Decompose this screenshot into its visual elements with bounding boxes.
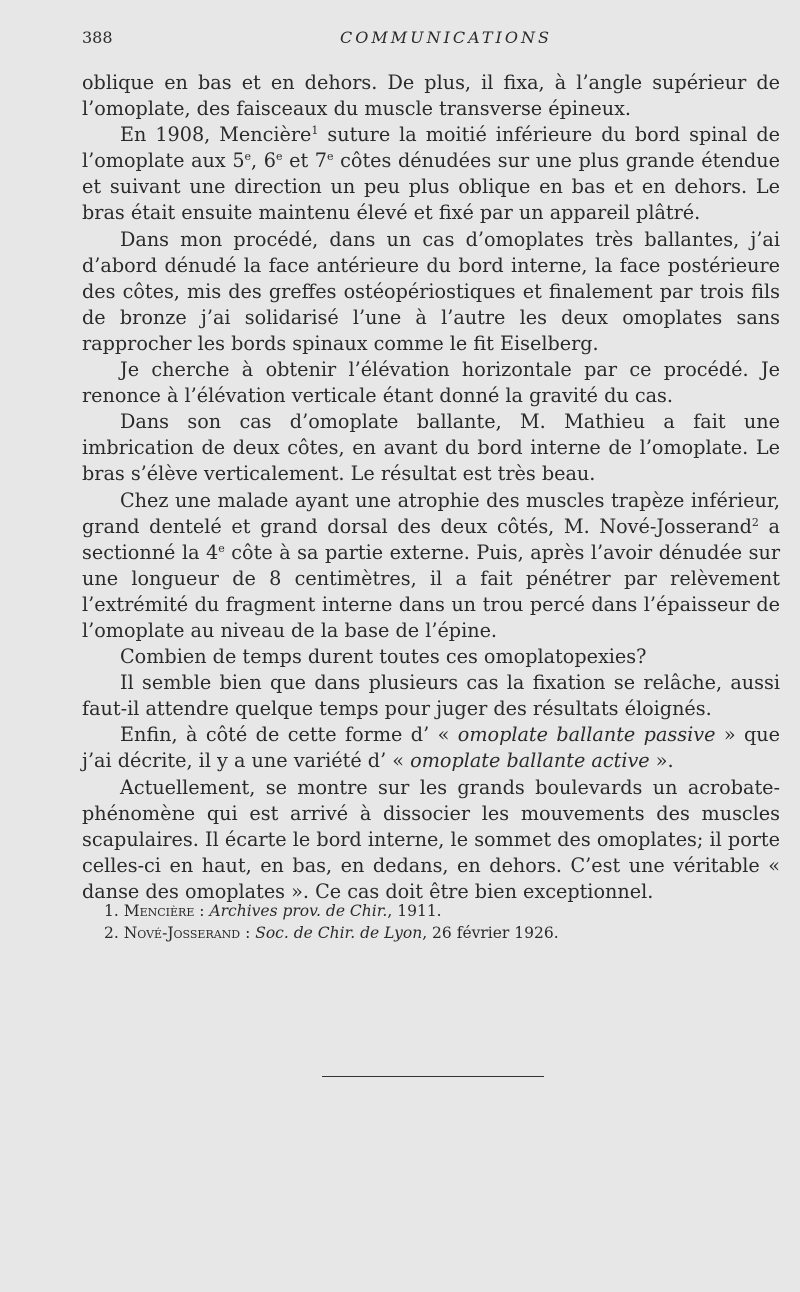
- body-text: [82, 70, 780, 905]
- text-run: Chez une malade ayant une atrophie des muscles trapèze inférieur, grand dentelé et grand dorsal des deux côtés, M. Nové-Josserand: [82, 488, 780, 538]
- text-run: Actuellement, se montre sur les grands boulevards un acrobate-phénomène qui est arrivé à dissocier les mouvements des muscles scapulaires. Il écarte le bord interne, le sommet des omoplates; il porte celles-ci en haut, en bas, en dedans, en dehors. C’est une véritable « danse des omoplates ». Ce cas doit être bien exceptionnel.: [82, 775, 780, 903]
- text-run: :: [194, 902, 210, 920]
- superscript: e: [218, 541, 225, 555]
- text-run: a sectionné la 4: [82, 514, 780, 564]
- text-run: ».: [649, 749, 674, 773]
- text-run: , 1911.: [387, 902, 442, 920]
- text-run: :: [240, 924, 256, 942]
- italic-text: omoplate ballante passive: [457, 723, 716, 747]
- author-name: Nové-Josserand: [123, 924, 241, 942]
- text-run: Dans mon procédé, dans un cas d’omoplates très ballantes, j’ai d’abord dénudé la face antérieure du bord interne, la face postérieure des côtes, mis des greffes ostéopériostiques et finalement par trois fils de bronze j’ai solidarisé l’une à l’autre les deux omoplates sans rapprocher les bords spinaux comme le fit Eiselberg.: [82, 227, 780, 355]
- text-run: Enfin, à côté de cette forme d’ «: [120, 723, 458, 747]
- text-run: Combien de temps durent toutes ces omoplatopexies?: [120, 645, 647, 669]
- text-run: , 26 février 1926.: [422, 924, 559, 942]
- superscript: e: [275, 150, 283, 164]
- text-run: En 1908, Mencière: [120, 123, 312, 147]
- footnote: [82, 922, 780, 944]
- text-run: 1.: [104, 902, 124, 920]
- footnotes: [82, 900, 780, 944]
- italic-text: Archives prov. de Chir.: [209, 902, 388, 920]
- running-title: COMMUNICATIONS: [340, 28, 552, 47]
- text-run: 2.: [104, 924, 124, 942]
- paragraph: [82, 775, 780, 905]
- paragraph: [82, 488, 780, 645]
- text-run: Je cherche à obtenir l’élévation horizontale par ce procédé. Je renonce à l’élévation verticale étant donné la gravité du cas.: [82, 358, 780, 408]
- paragraph: [82, 722, 780, 774]
- page-number: 388: [82, 28, 113, 47]
- superscript: 1: [311, 124, 319, 138]
- page-header: [82, 28, 760, 54]
- paragraph: [82, 644, 780, 670]
- italic-text: omoplate ballante active: [410, 749, 650, 773]
- text-run: Dans son cas d’omoplate ballante, M. Mathieu a fait une imbrication de deux côtes, en avant du bord interne de l’omoplate. Le bras s’élève verticalement. Le résultat est très beau.: [82, 410, 780, 486]
- text-run: oblique en bas et en dehors. De plus, il fixa, à l’angle supérieur de l’omoplate, des faisceaux du muscle transverse épineux.: [82, 71, 780, 121]
- italic-text: Soc. de Chir. de Lyon: [255, 924, 423, 942]
- superscript: e: [327, 150, 334, 164]
- paragraph: [82, 357, 780, 409]
- text-run: Il semble bien que dans plusieurs cas la fixation se relâche, aussi faut-il attendre quelque temps pour juger des résultats éloignés.: [82, 671, 780, 721]
- paragraph: [82, 670, 780, 722]
- text-run: côte à sa partie externe. Puis, après l’avoir dénudée sur une longueur de 8 centimètres, il a fait pénétrer par relèvement l’extrémité du fragment interne dans un trou percé dans l’épaisseur de l’omoplate au niveau de la base de l’épine.: [82, 540, 780, 642]
- text-run: côtes dénudées sur une plus grande étendue et suivant une direction un peu plus oblique en bas et en dehors. Le bras était ensuite maintenu élevé et fixé par un appareil plâtré.: [82, 149, 780, 225]
- superscript: e: [244, 150, 252, 164]
- paragraph: [82, 227, 780, 357]
- superscript: 2: [751, 515, 759, 529]
- footnote: [82, 900, 780, 922]
- author-name: Mencière: [123, 902, 195, 920]
- paragraph: [82, 70, 780, 122]
- text-run: et 7: [282, 149, 328, 173]
- text-run: suture la moitié inférieure du bord spinal de l’omoplate aux 5: [82, 123, 780, 173]
- text-run: , 6: [251, 149, 276, 173]
- paragraph: [82, 122, 780, 226]
- paragraph: [82, 409, 780, 487]
- text-run: » que j’ai décrite, il y a une variété d’ «: [82, 723, 781, 773]
- end-rule: [322, 1076, 544, 1077]
